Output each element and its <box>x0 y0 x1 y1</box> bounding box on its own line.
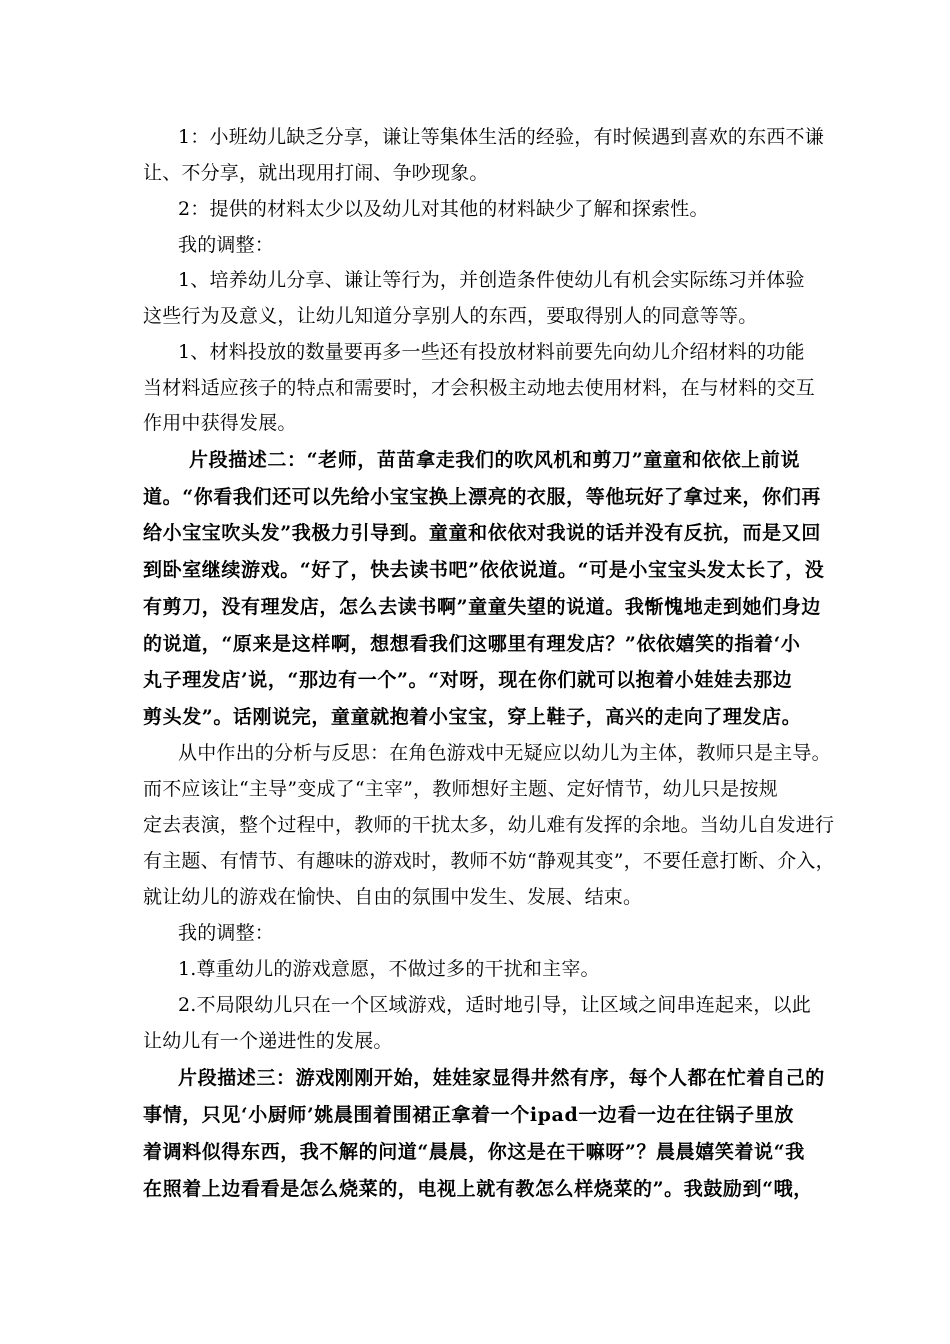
text-line-05: 1、培养幼儿分享、谦让等行为，并创造条件使幼儿有机会实际练习并体验 <box>178 269 805 291</box>
text-line-23: 我的调整： <box>178 922 275 944</box>
text-line-19: 而不应该让“主导”变成了“主宰”，教师想好主题、定好情节，幼儿只是按规 <box>143 778 778 800</box>
text-line-24: 1.尊重幼儿的游戏意愿，不做过多的干扰和主宰。 <box>178 958 600 980</box>
text-line-26: 让幼儿有一个递进性的发展。 <box>143 1030 393 1052</box>
text-line-14: 有剪刀，没有理发店，怎么去读书啊”童童失望的说道。我惭愧地走到她们身边 <box>143 596 821 618</box>
text-line-08: 当材料适应孩子的特点和需要时，才会积极主动地去使用材料，在与材料的交互 <box>143 377 816 399</box>
text-line-15: 的说道，“原来是这样啊，想想看我们这哪里有理发店？”依依嬉笑的指着‘小 <box>143 633 801 655</box>
text-line-17: 剪头发”。话刚说完，童童就抱着小宝宝，穿上鞋子，高兴的走向了理发店。 <box>143 706 802 728</box>
text-line-22: 就让幼儿的游戏在愉快、自由的氛围中发生、发展、结束。 <box>143 886 643 908</box>
text-line-01: 1：小班幼儿缺乏分享，谦让等集体生活的经验，有时候遇到喜欢的东西不谦 <box>178 126 824 148</box>
text-line-30: 在照着上边看看是怎么烧菜的，电视上就有教怎么样烧菜的”。我鼓励到“哦， <box>143 1178 813 1200</box>
text-line-09: 作用中获得发展。 <box>143 412 297 434</box>
text-line-04: 我的调整： <box>178 234 275 256</box>
text-line-13: 到卧室继续游戏。“好了，快去读书吧”依依说道。“可是小宝宝头发太长了，没 <box>143 559 825 581</box>
text-line-28: 事情，只见‘小厨师’姚晨围着围裙正拿着一个ipad一边看一边在往锅子里放 <box>143 1104 794 1126</box>
text-line-16: 丸子理发店’说，“那边有一个”。“对呀，现在你们就可以抱着小娃娃去那边 <box>143 669 793 691</box>
text-line-10: 片段描述二：“老师，苗苗拿走我们的吹风机和剪刀”童童和依依上前说 <box>189 449 801 471</box>
text-line-25: 2.不局限幼儿只在一个区域游戏，适时地引导，让区域之间串连起来，以此 <box>178 994 811 1016</box>
text-line-11: 道。“你看我们还可以先给小宝宝换上漂亮的衣服，等他玩好了拿过来，你们再 <box>143 486 821 508</box>
text-line-06: 这些行为及意义，让幼儿知道分享别人的东西，要取得别人的同意等等。 <box>143 305 758 327</box>
text-line-03: 2：提供的材料太少以及幼儿对其他的材料缺少了解和探索性。 <box>178 198 709 220</box>
text-line-29: 着调料似得东西，我不解的问道“晨晨，你这是在干嘛呀”？晨晨嬉笑着说“我 <box>143 1141 805 1163</box>
text-line-21: 有主题、有情节、有趣味的游戏时，教师不妨“静观其变”，不要任意打断、介入， <box>143 850 835 872</box>
text-line-07: 1、材料投放的数量要再多一些还有投放材料前要先向幼儿介绍材料的功能 <box>178 341 805 363</box>
text-line-18: 从中作出的分析与反思：在角色游戏中无疑应以幼儿为主体，教师只是主导。 <box>178 742 831 764</box>
text-line-12: 给小宝宝吹头发”我极力引导到。童童和依依对我说的话并没有反抗，而是又回 <box>143 522 821 544</box>
text-line-20: 定去表演，整个过程中，教师的干扰太多，幼儿难有发挥的余地。当幼儿自发进行 <box>143 814 835 836</box>
text-line-02: 让、不分享，就出现用打闹、争吵现象。 <box>143 162 489 184</box>
text-line-27: 片段描述三：游戏刚刚开始，娃娃家显得井然有序，每个人都在忙着自己的 <box>178 1067 825 1089</box>
